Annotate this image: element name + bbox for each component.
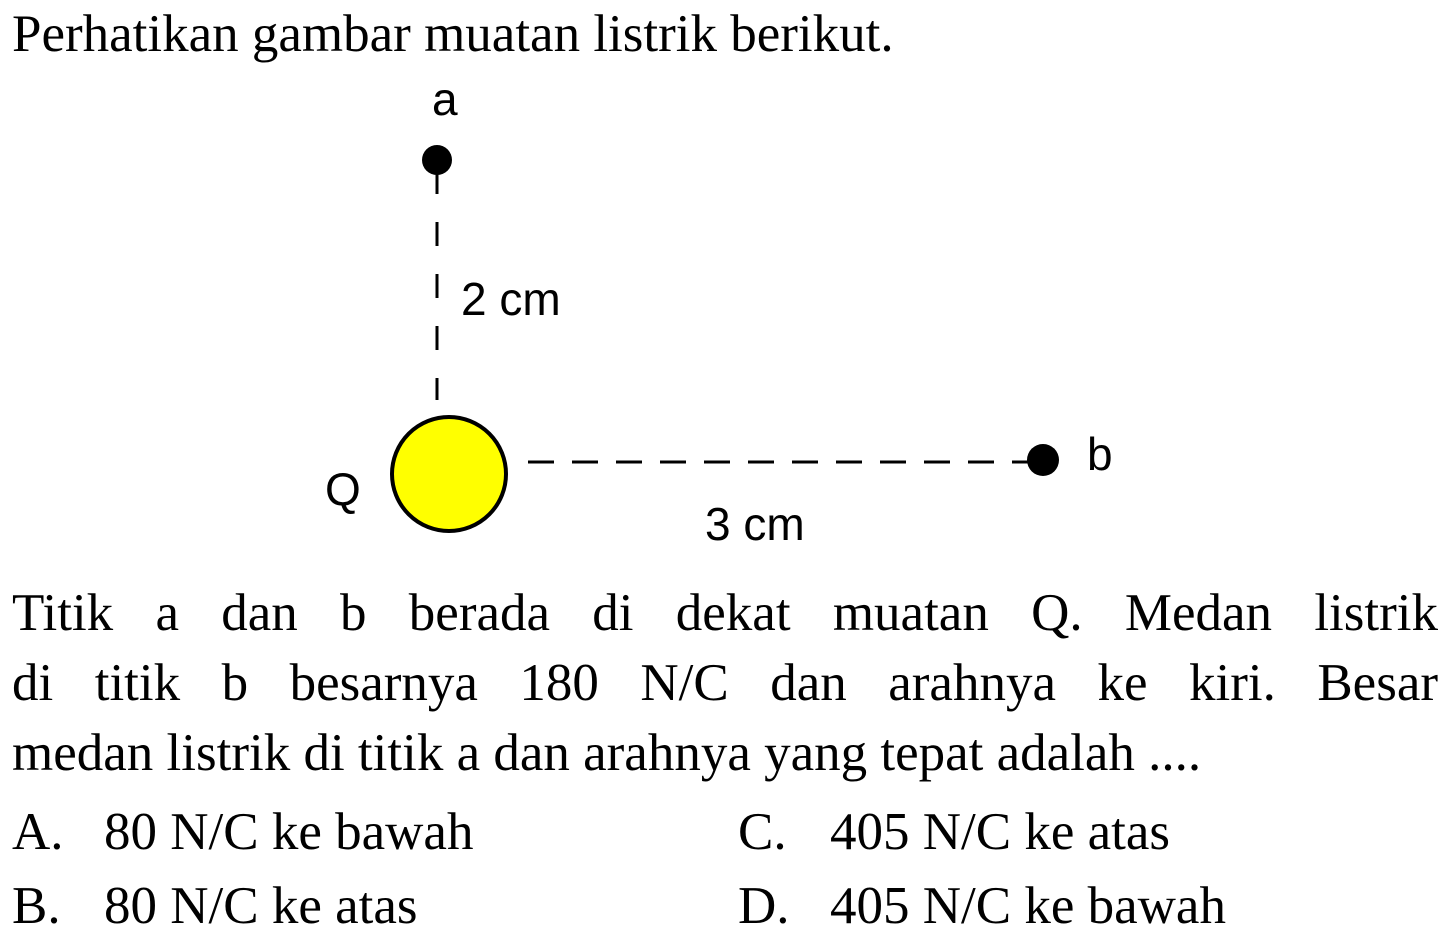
point-b-dot (1027, 444, 1059, 476)
question-line: medan listrik di titik a dan arahnya yang tepat adalah .... (12, 724, 1202, 782)
option-b[interactable] (12, 874, 418, 938)
distance-a-label: 2 cm (461, 273, 561, 325)
option-text: 80 N/C ke bawah (104, 803, 474, 861)
point-a-label: a (432, 73, 458, 125)
point-a-dot (422, 145, 452, 175)
point-b-label: b (1087, 428, 1113, 480)
question-text (12, 578, 1438, 788)
option-a[interactable] (12, 800, 473, 864)
question-line: di titik b besarnya 180 N/C dan arahnya ke kiri. Besar (12, 654, 1438, 712)
option-letter: A. (12, 803, 64, 861)
option-d[interactable] (738, 874, 1226, 938)
distance-b-label: 3 cm (705, 498, 805, 550)
option-c[interactable] (738, 800, 1170, 864)
option-text: 405 N/C ke atas (830, 803, 1171, 861)
option-letter: C. (738, 803, 787, 861)
intro-text: Perhatikan gambar muatan listrik berikut. (12, 5, 894, 63)
option-letter: B. (12, 877, 61, 935)
option-text: 405 N/C ke bawah (830, 877, 1226, 935)
option-text: 80 N/C ke atas (104, 877, 418, 935)
charge-q-circle (392, 417, 506, 531)
question-line: Titik a dan b berada di dekat muatan Q. Medan listrik (12, 584, 1438, 642)
option-letter: D. (738, 877, 790, 935)
charge-label: Q (325, 463, 361, 515)
